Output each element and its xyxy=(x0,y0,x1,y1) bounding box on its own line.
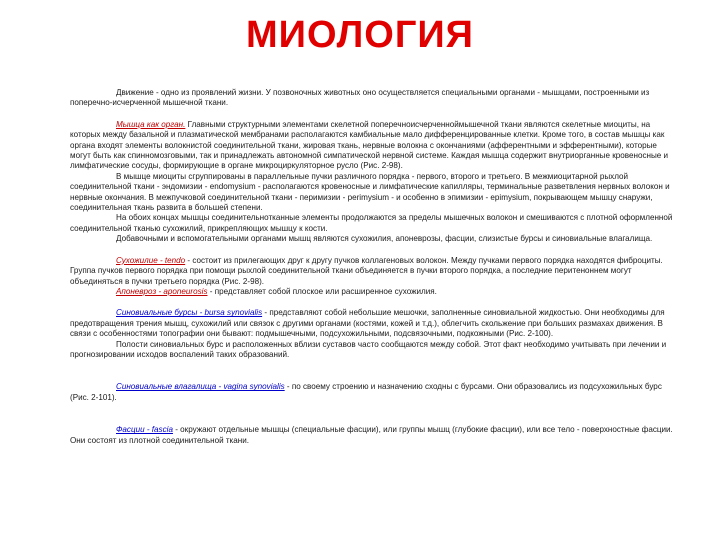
term-muscle-organ: Мышца как орган. xyxy=(116,119,186,129)
paragraph-synovial-sheath: Синовиальные влагалища - vagina synovialis - по своему строению и назначению сходны с бурсами. Они образовались из подсухожильных бурс (Рис. 2-101). xyxy=(70,382,662,402)
term-fascia: Фасции - fascia xyxy=(116,425,173,435)
paragraph-accessory: Добавочными и вспомогательными органами мышц являются сухожилия, апоневрозы, фасции, слизистые бурсы и синовиальные влагалища. xyxy=(116,234,653,244)
paragraph-muscle-organ: Мышца как орган. Главными структурными элементами скелетной поперечноисчерченноймышечной ткани являются скелетные миоциты, на которых между базальной и плазматической мембранами располагаются камбиальные мало дифференцированные клетки. Кроме того, в состав мышцы как органа входят элементы волокнистой соединительной ткани, жировая ткань, нервные волокна с окончаниями (афферентными и эфферентными), которые могут быть как спинномозговыми, так и принадлежать автономной симпатической нервной системе. Каждая мышца содержит внутриорганные кровеносные и лимфатические сосуды, формирующие в органе микроциркуляторное русло (Рис. 2-98). xyxy=(70,119,669,171)
term-bursa: Синовиальные бурсы - bursa synovialis xyxy=(116,308,263,318)
term-aponeurosis: Апоневроз - aponeurosis xyxy=(116,286,208,296)
paragraph-intro: Движение - одно из проявлений жизни. У позвоночных животных оно осуществляется специальными органами - мышцами, построенными из поперечно-исчерченной мышечной ткани. xyxy=(70,88,650,108)
term-synovial-sheath: Синовиальные влагалища - vagina synovialis xyxy=(116,382,285,392)
page-title: МИОЛОГИЯ xyxy=(246,14,474,56)
paragraph-myocytes: В мышце миоциты сгруппированы в параллельные пучки различного порядка - первого, второго и третьего. В межмиоцитарной рыхлой соединительной ткани - эндомизии - endomysium - располагаются кровеносные и лимфатические капилляры, терминальные разветвления нервных волокон и нервные окончания. В межпучковой соединительной ткани - перимизии - perimysium - и особенно в эпимизии - epimysium, покрывающем мышцу снаружи, соединительная ткань развита в большей степени. xyxy=(70,171,670,213)
paragraph-tendon: Сухожилие - tendo - состоит из прилегающих друг к другу пучков коллагеновых волокон. Между пучками первого порядка находятся фиброциты. Группа пучков первого порядка при помощи рыхлой соединительной ткани объединяется в пучки второго порядка, а последние перитеноннем могут объединяться в пучки третьего порядка (Рис. 2-98). xyxy=(70,255,663,286)
paragraph-fascia: Фасции - fascia - окружают отдельные мышцы (специальные фасции), или группы мышц (глубокие фасции), или все тело - поверхностные фасции. Они состоят из плотной соединительной ткани. xyxy=(70,425,673,445)
term-tendon: Сухожилие - tendo xyxy=(116,255,186,265)
paragraph-ends: На обоих концах мышцы соединительнотканные элементы продолжаются за пределы мышечных волокон и смешиваются с плотной оформленной соединительной тканью сухожилий, прикрепляющих мышцу к кости. xyxy=(70,213,673,233)
document-body xyxy=(70,88,678,446)
paragraph-bursa: Синовиальные бурсы - bursa synovialis - представляют собой небольшие мешочки, заполненные синовиальной жидкостью. Они необходимы для предотвращения трения мышц, сухожилий или связок с другими органами (костями, кожей и т.д.), облегчить скольжение при больших размахах движения. В связи с особенностями топографии они бывают: подмышечными, подсухожильными, подсвязочными, подкожными (Рис. 2-100). xyxy=(70,308,665,339)
paragraph-bursa-cavities: Полости синовиальных бурс и расположенных вблизи суставов часто сообщаются между собой. Этот факт необходимо учитывать при лечении и прогнозировании исходов воспалений таких образований. xyxy=(70,339,667,359)
paragraph-aponeurosis: Апоневроз - aponeurosis - представляет собой плоское или расширенное сухожилия. xyxy=(116,286,437,296)
